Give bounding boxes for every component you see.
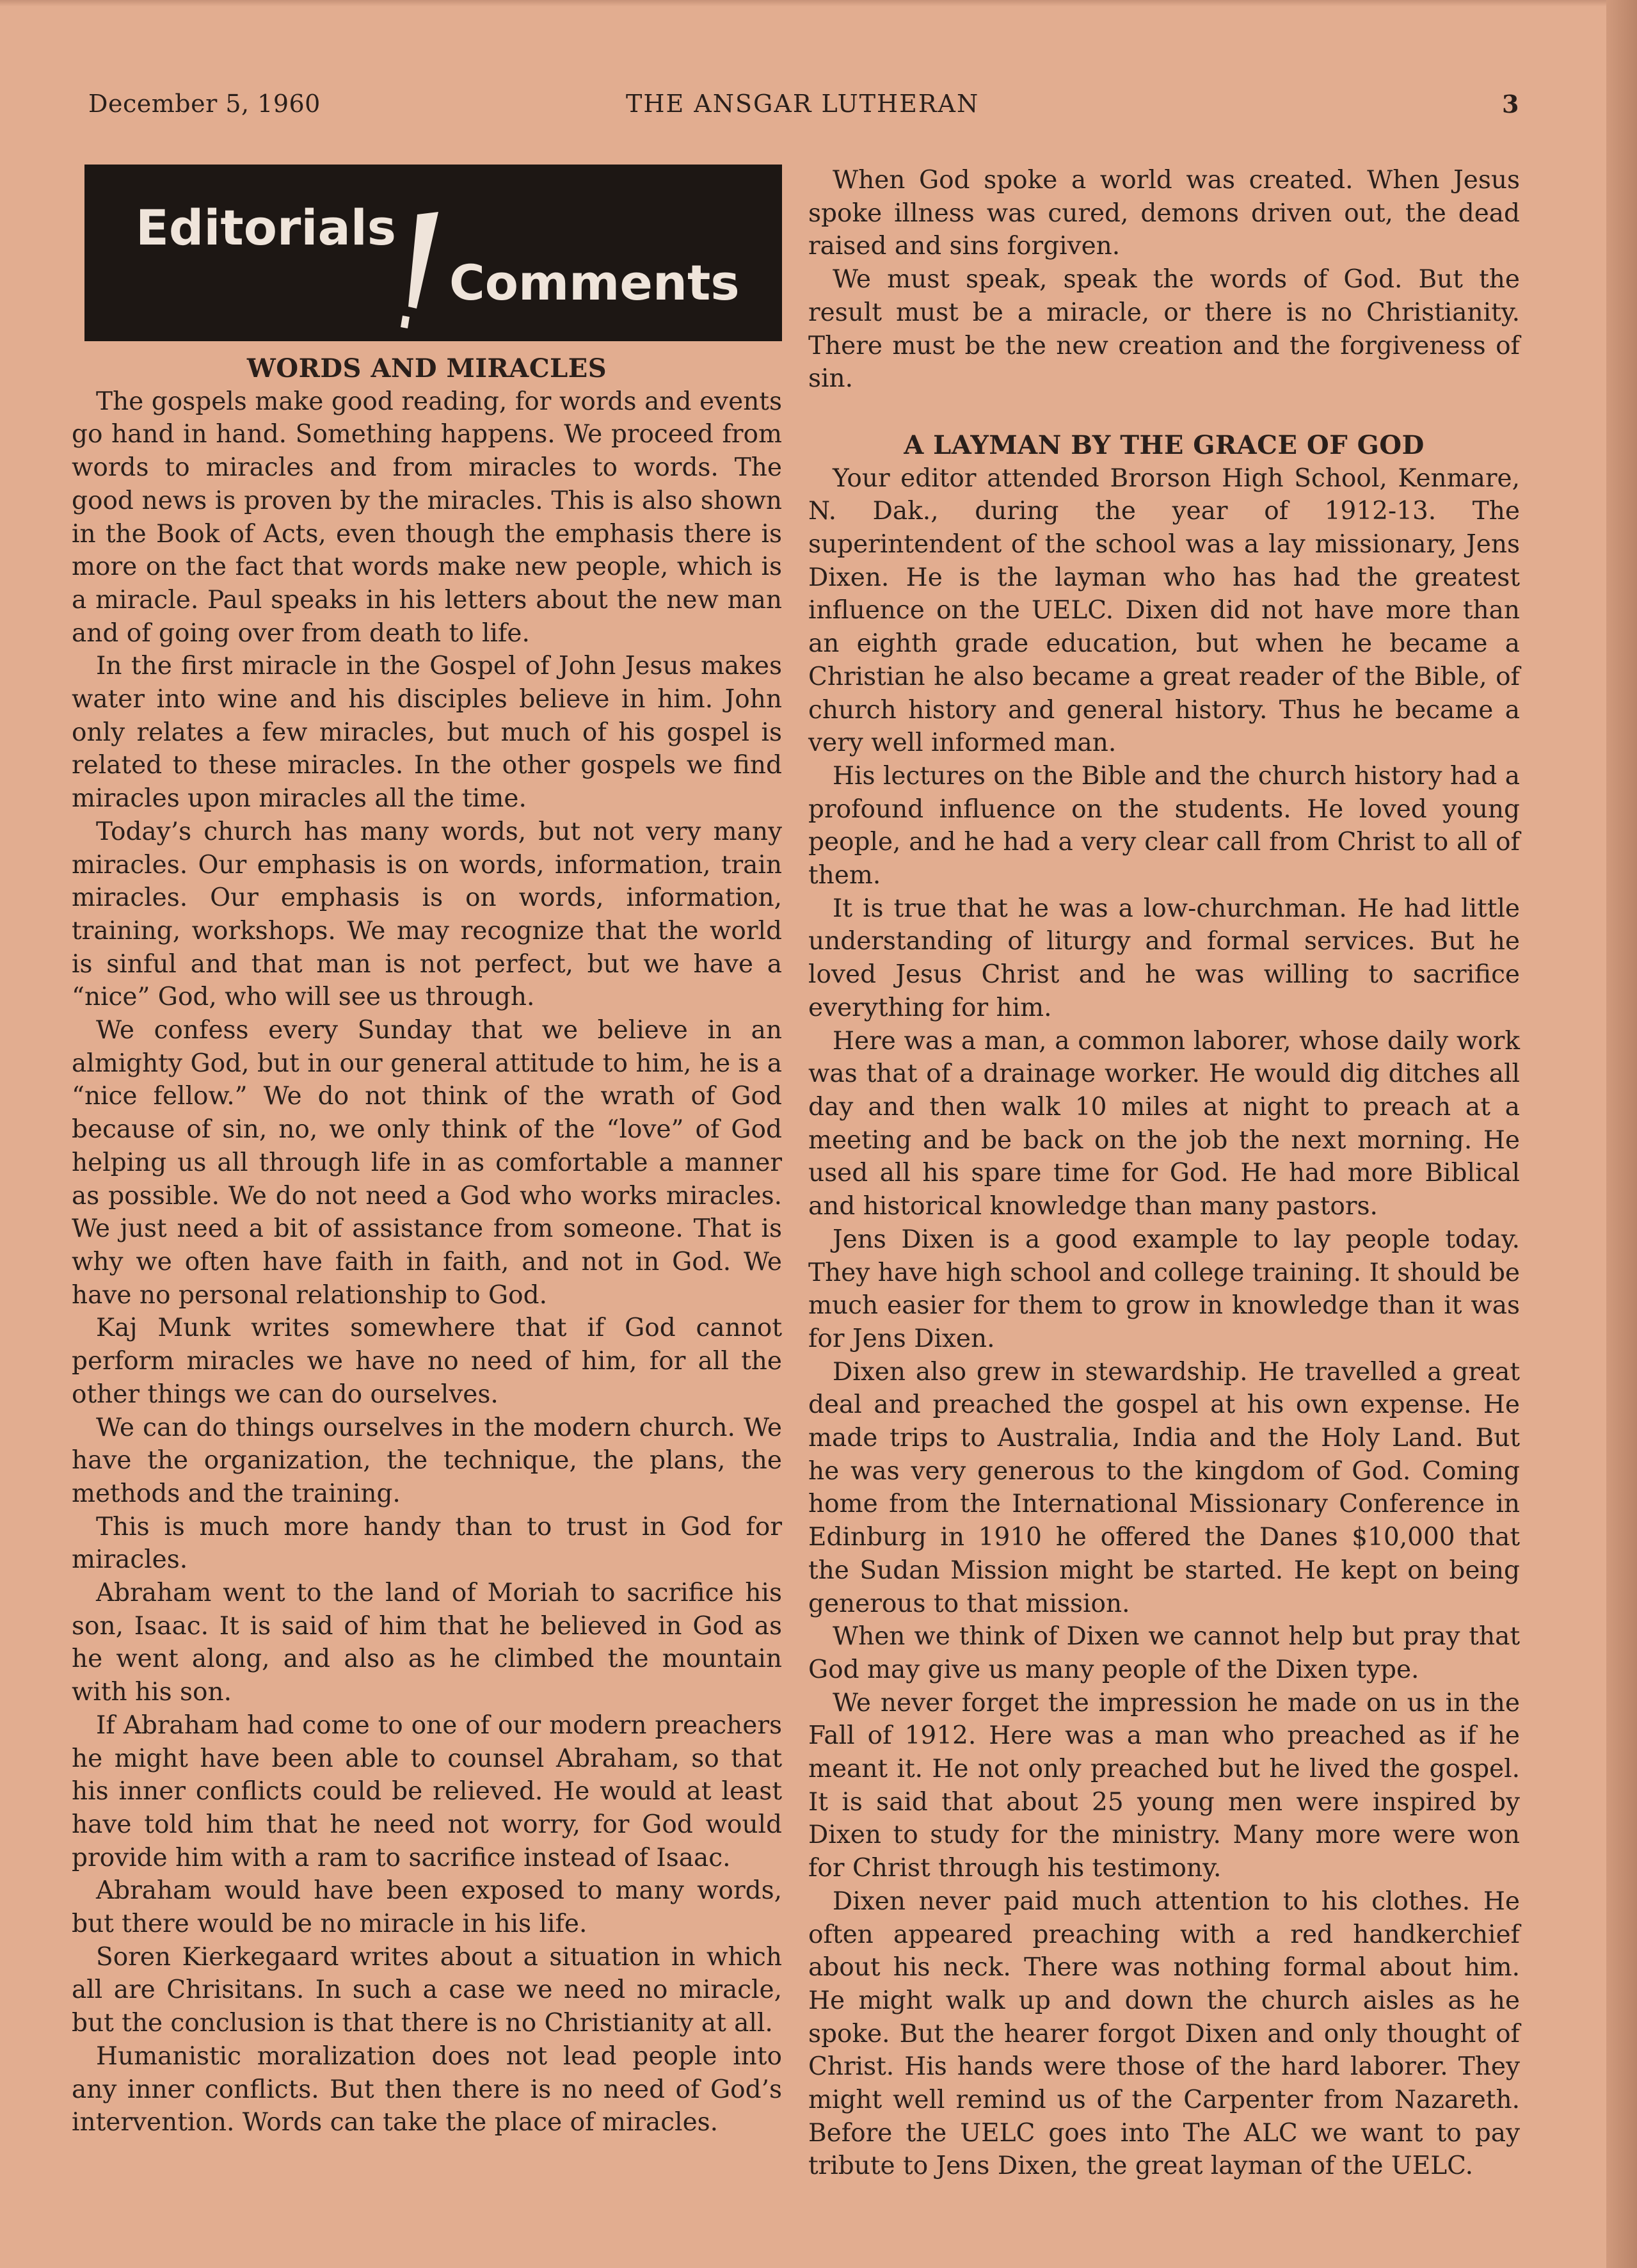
paragraph: Dixen also grew in stewardship. He travelled a great deal and preached the gospel at his own expense. He made trips to Australia, India and the Holy Land. But he was very generous to the kingdom of God. Coming home from the International Missionary Conference in Edinburg in 1910 he offered the Danes $10,000 that the Sudan Mission might be started. He kept on being generous to that mission. xyxy=(808,1357,1520,1618)
paragraph: Humanistic moralization does not lead people into any inner conflicts. But then there is no need of God’s intervention. Words can take the place of miracles. xyxy=(72,2041,782,2137)
paragraph: Today’s church has many words, but not very many miracles. Our emphasis is on words, information, train miracles. Our emphasis is on words, information, training, workshops. We may recognize that the world is sinful and that man is not perfect, but we have a “nice” God, who will see us through. xyxy=(72,817,782,1012)
paragraph: This is much more handy than to trust in God for miracles. xyxy=(72,1512,782,1575)
paragraph: Kaj Munk writes somewhere that if God cannot perform miracles we have no need of him, for all the other things we can do ourselves. xyxy=(72,1314,782,1409)
right-column xyxy=(808,164,1520,2183)
section-spacer xyxy=(808,396,1520,429)
banner-word-editorials: Editorials xyxy=(136,199,397,256)
banner-word-comments: Comments xyxy=(449,254,740,311)
paragraph: When we think of Dixen we cannot help but pray that God may give us many people of the Dixen type. xyxy=(808,1622,1520,1684)
paragraph: Abraham went to the land of Moriah to sacrifice his son, Isaac. It is said of him that he believed in God as he went along, and also as he climbed the mountain with his son. xyxy=(72,1579,782,1707)
paragraph: We confess every Sunday that we believe in an almighty God, but in our general attitude to him, he is a “nice fellow.” We do not think of the wrath of God because of sin, no, we only think of the “love” of God helping us all through life in as comfortable a manner as possible. We do not need a God who works miracles. We just need a bit of assistance from someone. That is why we often have faith in faith, and not in God. We have no personal relationship to God. xyxy=(72,1016,782,1310)
paragraph: The gospels make good reading, for words and events go hand in hand. Something happens. We proceed from words to miracles and from miracles to words. The good news is proven by the miracles. This is also shown in the Book of Acts, even though the emphasis there is more on the fact that words make new people, which is a miracle. Paul speaks in his letters about the new man and of going over from death to life. xyxy=(72,387,782,648)
paragraph: It is true that he was a low-churchman. He had little understanding of liturgy and formal services. But he loved Jesus Christ and he was willing to sacrifice everything for him. xyxy=(808,894,1520,1022)
left-column xyxy=(72,352,782,2139)
page-number: 3 xyxy=(1502,90,1519,118)
paragraph: In the first miracle in the Gospel of John Jesus makes water into wine and his disciples believe in him. John only relates a few miracles, but much of his gospel is related to these miracles. In the other gospels we find miracles upon miracles all the time. xyxy=(72,652,782,814)
paragraph: His lectures on the Bible and the church history had a profound influence on the students. He loved young people, and he had a very clear call from Christ to all of them. xyxy=(808,761,1520,890)
continuation-paragraph: We must speak, speak the words of God. But the result must be a miracle, or there is no Christianity. There must be the new creation and the forgiveness of sin. xyxy=(808,265,1520,394)
paragraph: We never forget the impression he made on us in the Fall of 1912. Here was a man who preached as if he meant it. He not only preached but he lived the gospel. It is said that about 25 young men were inspired by Dixen to study for the ministry. Many more were won for Christ through his testimony. xyxy=(808,1688,1520,1883)
continuation-paragraph: When God spoke a world was created. When Jesus spoke illness was cured, demons driven out, the dead raised and sins forgiven. xyxy=(808,166,1520,261)
issue-date: December 5, 1960 xyxy=(88,90,321,118)
paragraph: We can do things ourselves in the modern church. We have the organization, the technique, the plans, the methods and the training. xyxy=(72,1413,782,1508)
paragraph: Dixen never paid much attention to his clothes. He often appeared preaching with a red handkerchief about his neck. There was nothing formal about him. He might walk up and down the church aisles as he spoke. But the hearer forgot Dixen and only thought of Christ. His hands were those of the hard laborer. They might well remind us of the Carpenter from Nazareth. Before the UELC goes into The ALC we want to pay tribute to Jens Dixen, the great layman of the UELC. xyxy=(808,1886,1520,2181)
article-heading-layman: A LAYMAN BY THE GRACE OF GOD xyxy=(904,430,1425,460)
paragraph: Your editor attended Brorson High School, Kenmare, N. Dak., during the year of 1912-13. The superintendent of the school was a lay missionary, Jens Dixen. He is the layman who has had the greatest influence on the UELC. Dixen did not have more than an eighth grade education, but when he became a Christian he also became a great reader of the Bible, of church history and general history. Thus he became a very well informed man. xyxy=(808,463,1520,758)
page-edge xyxy=(1606,0,1637,2268)
paragraph: Jens Dixen is a good example to lay people today. They have high school and college training. It should be much easier for them to grow in knowledge than it was for Jens Dixen. xyxy=(808,1225,1520,1353)
page-header xyxy=(88,90,1519,128)
article-heading-words-and-miracles: WORDS AND MIRACLES xyxy=(246,353,607,383)
publication-title: THE ANSGAR LUTHERAN xyxy=(626,90,980,118)
paragraph: Soren Kierkegaard writes about a situation in which all are Chrisitans. In such a case we need no miracle, but the conclusion is that there is no Christianity at all. xyxy=(72,1942,782,2038)
paragraph: Abraham would have been exposed to many words, but there would be no miracle in his life. xyxy=(72,1876,782,1939)
editorials-banner xyxy=(84,165,782,341)
page-top-shadow xyxy=(0,0,1637,6)
paragraph: Here was a man, a common laborer, whose daily work was that of a drainage worker. He would dig ditches all day and then walk 10 miles at night to preach at a meeting and be back on the job the next morning. He used all his spare time for God. He had more Biblical and historical knowledge than many pastors. xyxy=(808,1026,1520,1221)
paragraph: If Abraham had come to one of our modern preachers he might have been able to counsel Abraham, so that his inner conflicts could be relieved. He would at least have told him that he need not worry, for God would provide him with a ram to sacrifice instead of Isaac. xyxy=(72,1710,782,1872)
